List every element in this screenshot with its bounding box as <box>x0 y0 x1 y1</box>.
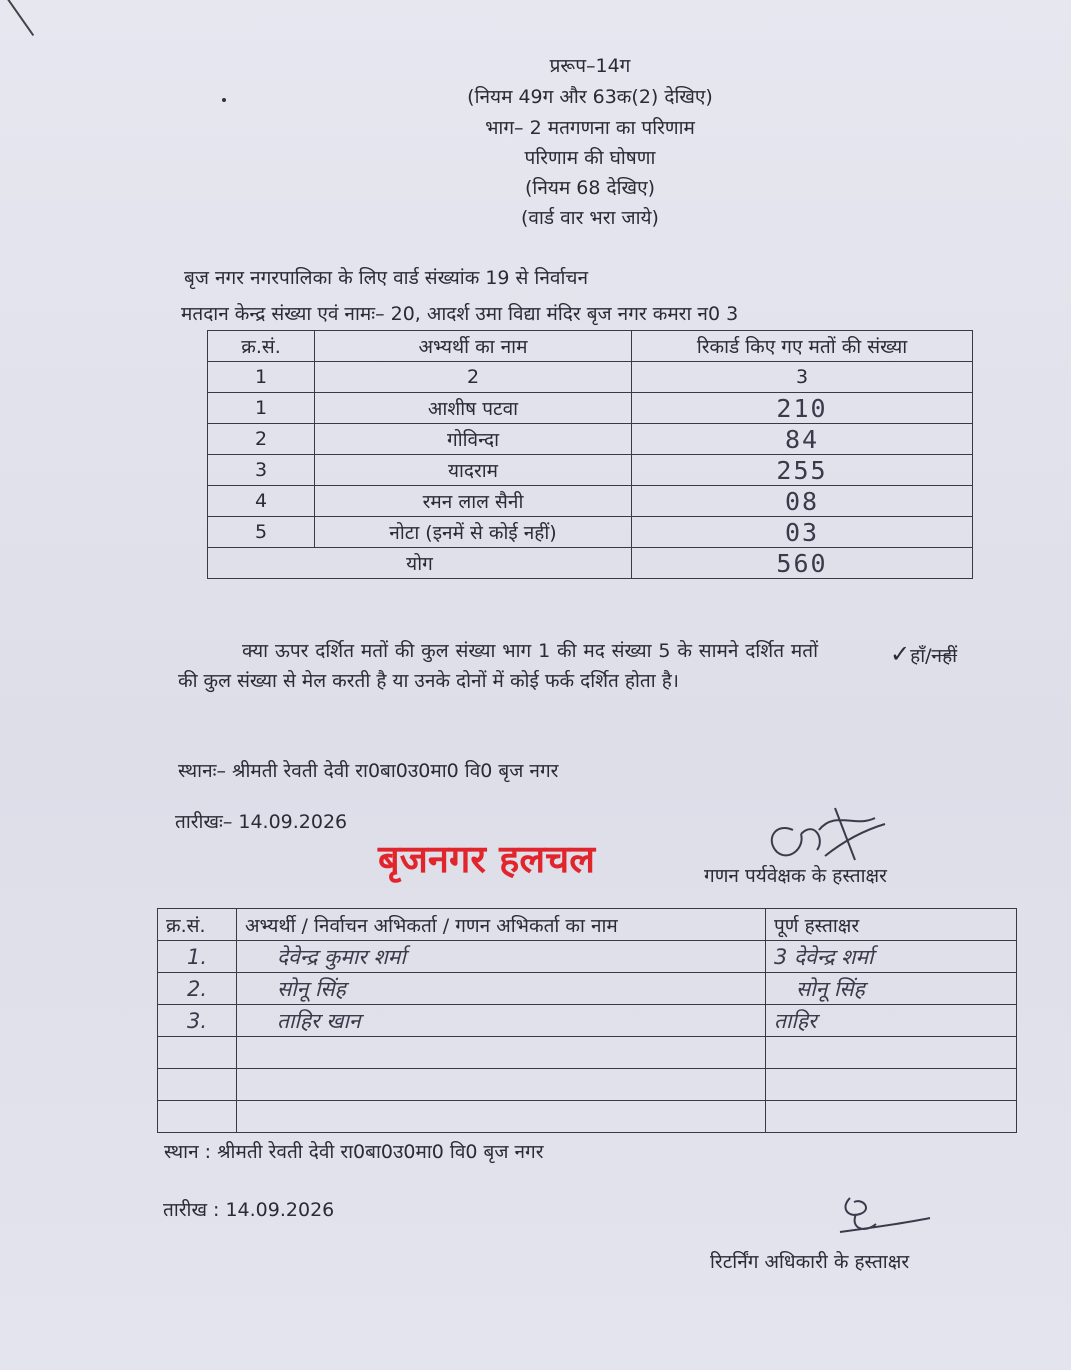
agent-signature <box>766 1037 1017 1069</box>
empty-row <box>158 1069 1017 1101</box>
row-sn <box>158 1037 237 1069</box>
rule-68-reference: (नियम 68 देखिए) <box>525 177 655 199</box>
row-sn: 5 <box>208 517 315 548</box>
vote-count: 03 <box>632 517 973 548</box>
agent-signature: ताहिर <box>766 1005 1017 1037</box>
date-line: तारीख : 14.09.2026 <box>163 1199 335 1221</box>
corner-mark <box>4 0 34 36</box>
header-sn: क्र.सं. <box>208 331 315 362</box>
agents-table <box>157 908 1017 1133</box>
column-number-row <box>208 362 973 393</box>
result-declaration-title: परिणाम की घोषणा <box>524 147 656 169</box>
header-sn: क्र.सं. <box>158 909 237 941</box>
vote-count: 255 <box>632 455 973 486</box>
results-header-row <box>208 331 973 362</box>
row-sn: 1. <box>158 941 237 973</box>
rule-reference: (नियम 49ग और 63क(2) देखिए) <box>467 86 713 108</box>
answer-yes: हाँ <box>910 645 926 667</box>
empty-row <box>158 1101 1017 1133</box>
table-row <box>208 393 973 424</box>
row-sn: 2. <box>158 973 237 1005</box>
ink-dot <box>222 98 226 102</box>
agent-signature <box>766 1069 1017 1101</box>
table-row <box>158 1005 1017 1037</box>
vote-count: 08 <box>632 486 973 517</box>
ward-wise-note: (वार्ड वार भरा जाये) <box>521 207 659 229</box>
agent-signature <box>766 1101 1017 1133</box>
row-sn: 1 <box>208 393 315 424</box>
vote-count: 210 <box>632 393 973 424</box>
yes-no-answer <box>890 640 957 668</box>
tick-icon: ✓ <box>890 640 911 668</box>
agent-signature: सोनू सिंह <box>766 973 1017 1005</box>
total-label: योग <box>208 548 632 579</box>
part-title: भाग– 2 मतगणना का परिणाम <box>485 117 695 139</box>
agent-name <box>237 1101 766 1133</box>
agents-header-row <box>158 909 1017 941</box>
header-full-signature: पूर्ण हस्ताक्षर <box>766 909 1017 941</box>
row-sn: 2 <box>208 424 315 455</box>
watermark-stamp: बृजनगर हलचल <box>378 837 595 881</box>
candidate-name: गोविन्दा <box>315 424 632 455</box>
row-sn: 3. <box>158 1005 237 1037</box>
polling-station-line: मतदान केन्द्र संख्या एवं नामः– 20, आदर्श उमा विद्या मंदिर बृज नगर कमरा न0 3 <box>181 303 739 325</box>
candidate-name: नोटा (इनमें से कोई नहीं) <box>315 517 632 548</box>
place-line: स्थान : श्रीमती रेवती देवी रा0बा0उ0मा0 वि0 बृज नगर <box>164 1141 544 1163</box>
row-sn <box>158 1101 237 1133</box>
agent-signature: 3 देवेन्द्र शर्मा <box>766 941 1017 973</box>
table-row <box>208 486 973 517</box>
col-number: 2 <box>315 362 632 393</box>
form-number: प्ररूप–14ग <box>549 55 631 77</box>
returning-officer-signature-label: रिटर्निंग अधिकारी के हस्ताक्षर <box>710 1251 910 1273</box>
answer-no-struck: नहीं <box>931 645 958 667</box>
supervisor-signature <box>755 800 895 870</box>
table-row <box>208 424 973 455</box>
returning-officer-signature <box>820 1188 940 1248</box>
col-number: 3 <box>632 362 973 393</box>
place-line: स्थानः– श्रीमती रेवती देवी रा0बा0उ0मा0 वि0 बृज नगर <box>178 760 559 782</box>
ward-election-line: बृज नगर नगरपालिका के लिए वार्ड संख्यांक 19 से निर्वाचन <box>184 267 588 289</box>
candidate-name: रमन लाल सैनी <box>315 486 632 517</box>
header-candidate-name: अभ्यर्थी का नाम <box>315 331 632 362</box>
results-table <box>207 330 973 579</box>
table-row <box>208 455 973 486</box>
header-agent-name: अभ्यर्थी / निर्वाचन अभिकर्ता / गणन अभिकर्ता का नाम <box>237 909 766 941</box>
agent-name: देवेन्द्र कुमार शर्मा <box>237 941 766 973</box>
answer-separator: / <box>925 645 932 667</box>
row-sn <box>158 1069 237 1101</box>
total-row <box>208 548 973 579</box>
agent-name: सोनू सिंह <box>237 973 766 1005</box>
empty-row <box>158 1037 1017 1069</box>
supervisor-signature-label: गणन पर्यवेक्षक के हस्ताक्षर <box>704 865 887 887</box>
tally-question: क्या ऊपर दर्शित मतों की कुल संख्या भाग 1 की मद संख्या 5 के सामने दर्शित मतों की कुल संख्या से मेल करती है या उनके दोनों में कोई फर्क दर्शित होता है। <box>178 640 818 692</box>
table-row <box>158 941 1017 973</box>
table-row <box>208 517 973 548</box>
table-row <box>158 973 1017 1005</box>
agent-name: ताहिर खान <box>237 1005 766 1037</box>
candidate-name: आशीष पटवा <box>315 393 632 424</box>
vote-count: 84 <box>632 424 973 455</box>
candidate-name: यादराम <box>315 455 632 486</box>
col-number: 1 <box>208 362 315 393</box>
agent-name <box>237 1069 766 1101</box>
date-line: तारीखः– 14.09.2026 <box>175 811 348 833</box>
header-votes: रिकार्ड किए गए मतों की संख्या <box>632 331 973 362</box>
row-sn: 3 <box>208 455 315 486</box>
agent-name <box>237 1037 766 1069</box>
row-sn: 4 <box>208 486 315 517</box>
total-votes: 560 <box>632 548 973 579</box>
